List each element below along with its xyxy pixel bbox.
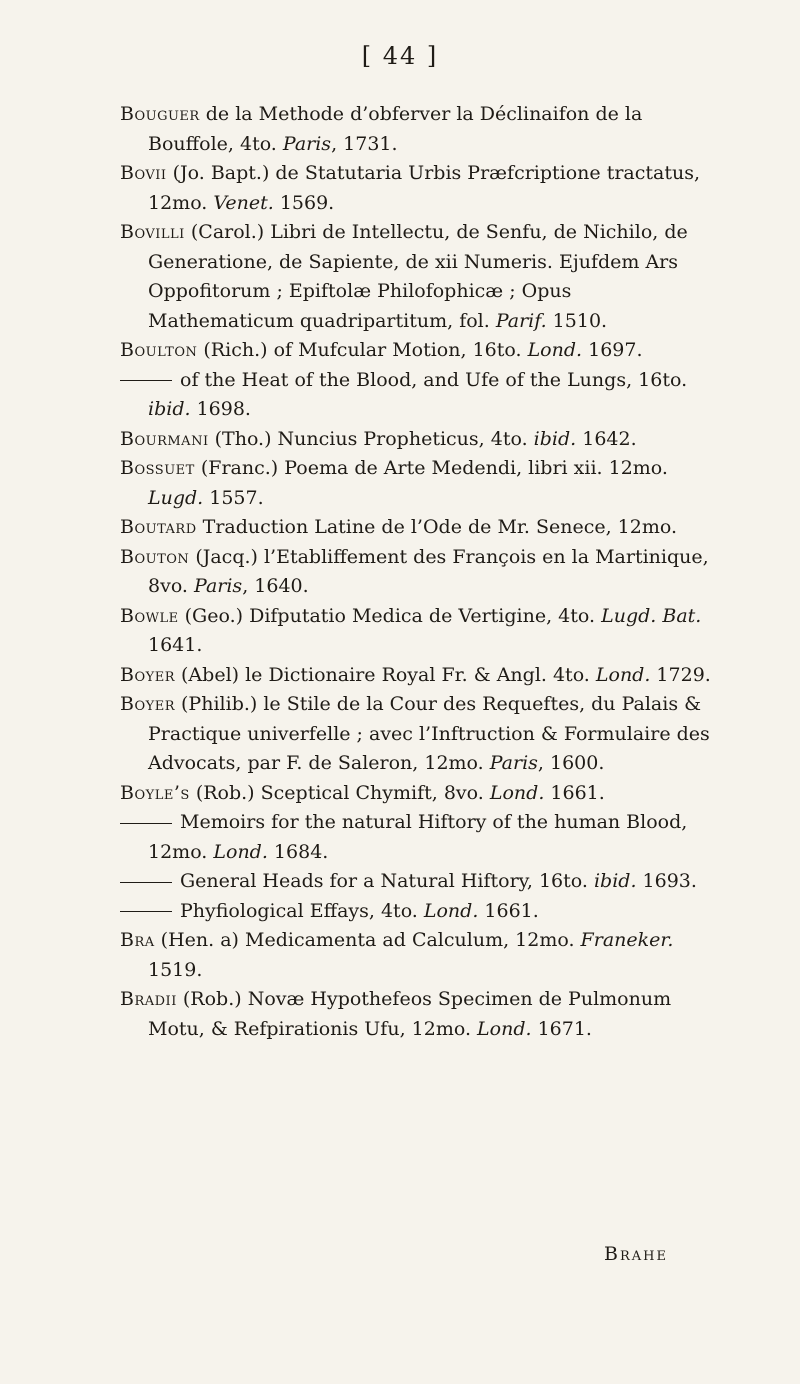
bibliography-entry <box>120 159 720 218</box>
entry-year: 1557. <box>203 486 264 509</box>
entry-place: Lond. <box>489 781 545 804</box>
catchword: Brahe <box>604 1243 668 1265</box>
entry-author: Bovilli <box>120 221 185 243</box>
ditto-dash <box>120 882 172 883</box>
entry-place: Franeker. <box>580 929 674 951</box>
entry-author: Bovii <box>120 162 167 184</box>
entry-place: Parif. <box>495 309 547 332</box>
entry-place: ibid. <box>148 398 191 420</box>
entry-author: Bowle <box>120 604 179 627</box>
entry-year: , 1640. <box>242 575 309 597</box>
ditto-dash <box>120 823 172 824</box>
entry-place: Lond. <box>477 1017 532 1040</box>
entry-text: (Carol.) Libri de Intellectu, de Senfu, de Nichilo, de Generatione, de Sapiente, de xii Numeris. Ejufdem Ars Oppofitorum ; Epiftolæ Philofophicæ ; Opus Mathematicum quadripartitum, fol. <box>148 221 688 332</box>
bibliography-list <box>120 100 720 1044</box>
bibliography-entry <box>120 808 720 867</box>
entry-year: 1684. <box>267 840 329 863</box>
entry-year: 1661. <box>544 781 605 804</box>
entry-place: Lond. <box>213 840 268 863</box>
entry-author: Boulton <box>120 339 198 361</box>
entry-year: 1671. <box>531 1017 592 1040</box>
entry-text: of the Heat of the Blood, and Ufe of the Lungs, 16to. <box>180 368 688 391</box>
entry-year: 1661. <box>478 899 539 922</box>
entry-place: Paris <box>282 132 332 155</box>
entry-author: Bra <box>120 929 155 951</box>
entry-author: Boyle’s <box>120 781 190 804</box>
bibliography-entry <box>120 425 720 455</box>
entry-year: , 1731. <box>331 132 398 155</box>
entry-year: 1697. <box>582 339 643 361</box>
bibliography-entry <box>120 690 720 779</box>
entry-place: Lond. <box>527 339 583 361</box>
entry-author: Boyer <box>120 663 175 686</box>
entry-text: (Rich.) of Mufcular Motion, 16to. <box>197 339 528 361</box>
entry-author: Bourmani <box>120 427 209 450</box>
entry-year: 1641. <box>148 634 203 656</box>
entry-text: (Geo.) Difputatio Medica de Vertigine, 4to. <box>178 604 602 627</box>
bibliography-entry <box>120 897 720 927</box>
entry-author: Bossuet <box>120 457 195 479</box>
bibliography-entry <box>120 366 720 425</box>
entry-year: 1729. <box>650 663 711 686</box>
entry-place: Paris <box>194 575 243 597</box>
entry-place: Lugd. <box>148 486 204 509</box>
entry-text: (Jo. Bapt.) de Statutaria Urbis Præfcriptione tractatus, 12mo. <box>148 162 701 214</box>
bibliography-entry <box>120 661 720 691</box>
entry-text: (Philib.) le Stile de la Cour des Requeftes, du Palais & Practique univerfelle ; avec l’Inftruction & Formulaire des Advocats, par F. de Saleron, 12mo. <box>148 693 710 774</box>
entry-text: (Tho.) Nuncius Propheticus, 4to. <box>208 427 534 450</box>
bibliography-entry <box>120 100 720 159</box>
entry-text: Traduction Latine de l’Ode de Mr. Senece, 12mo. <box>196 516 678 538</box>
entry-text: (Rob.) Sceptical Chymift, 8vo. <box>189 781 490 804</box>
entry-place: Paris <box>489 752 538 774</box>
page-number: [ 44 ] <box>361 42 439 70</box>
entry-year: 1569. <box>273 191 335 214</box>
entry-author: Boutard <box>120 516 197 538</box>
bibliography-entry <box>120 543 720 602</box>
entry-text: Phyfiological Effays, 4to. <box>180 899 424 922</box>
entry-place: Lond. <box>423 899 479 922</box>
bibliography-entry <box>120 218 720 336</box>
entry-author: Boyer <box>120 693 175 715</box>
entry-year: 1698. <box>190 398 251 420</box>
entry-text: (Hen. a) Medicamenta ad Calculum, 12mo. <box>154 929 581 951</box>
bibliography-entry <box>120 454 720 513</box>
entry-year: 1510. <box>546 309 608 332</box>
entry-year: 1642. <box>576 427 637 450</box>
entry-year: , 1600. <box>537 752 605 774</box>
ditto-dash <box>120 380 172 381</box>
bibliography-entry <box>120 867 720 897</box>
bibliography-entry <box>120 779 720 809</box>
entry-year: 1693. <box>636 870 697 892</box>
entry-text: Memoirs for the natural Hiftory of the human Blood, 12mo. <box>148 811 688 863</box>
bibliography-entry <box>120 926 720 985</box>
entry-place: Lond. <box>595 663 651 686</box>
entry-author: Bradii <box>120 988 177 1010</box>
entry-text: (Jacq.) l’Etabliffement des François en la Martinique, 8vo. <box>148 545 709 597</box>
entry-year: 1519. <box>148 958 203 981</box>
bibliography-entry <box>120 602 720 661</box>
bibliography-entry <box>120 985 720 1044</box>
entry-place: Lugd. Bat. <box>601 604 702 627</box>
entry-text: (Abel) le Dictionaire Royal Fr. & Angl. 4to. <box>174 663 596 686</box>
entry-text: General Heads for a Natural Hiftory, 16to. <box>180 870 594 892</box>
bibliography-entry <box>120 336 720 366</box>
entry-author: Bouguer <box>120 103 200 125</box>
entry-place: ibid. <box>593 870 637 892</box>
entry-place: ibid. <box>533 427 577 450</box>
ditto-dash <box>120 911 172 912</box>
entry-text: (Rob.) Novæ Hypothefeos Specimen de Pulmonum Motu, & Refpirationis Ufu, 12mo. <box>148 988 672 1040</box>
entry-place: Venet. <box>213 191 274 214</box>
bibliography-entry <box>120 513 720 543</box>
entry-text: (Franc.) Poema de Arte Medendi, libri xii. 12mo. <box>194 457 668 479</box>
entry-author: Bouton <box>120 545 190 568</box>
entry-text: de la Methode d’obferver la Déclinaifon de la Bouffole, 4to. <box>148 103 643 155</box>
